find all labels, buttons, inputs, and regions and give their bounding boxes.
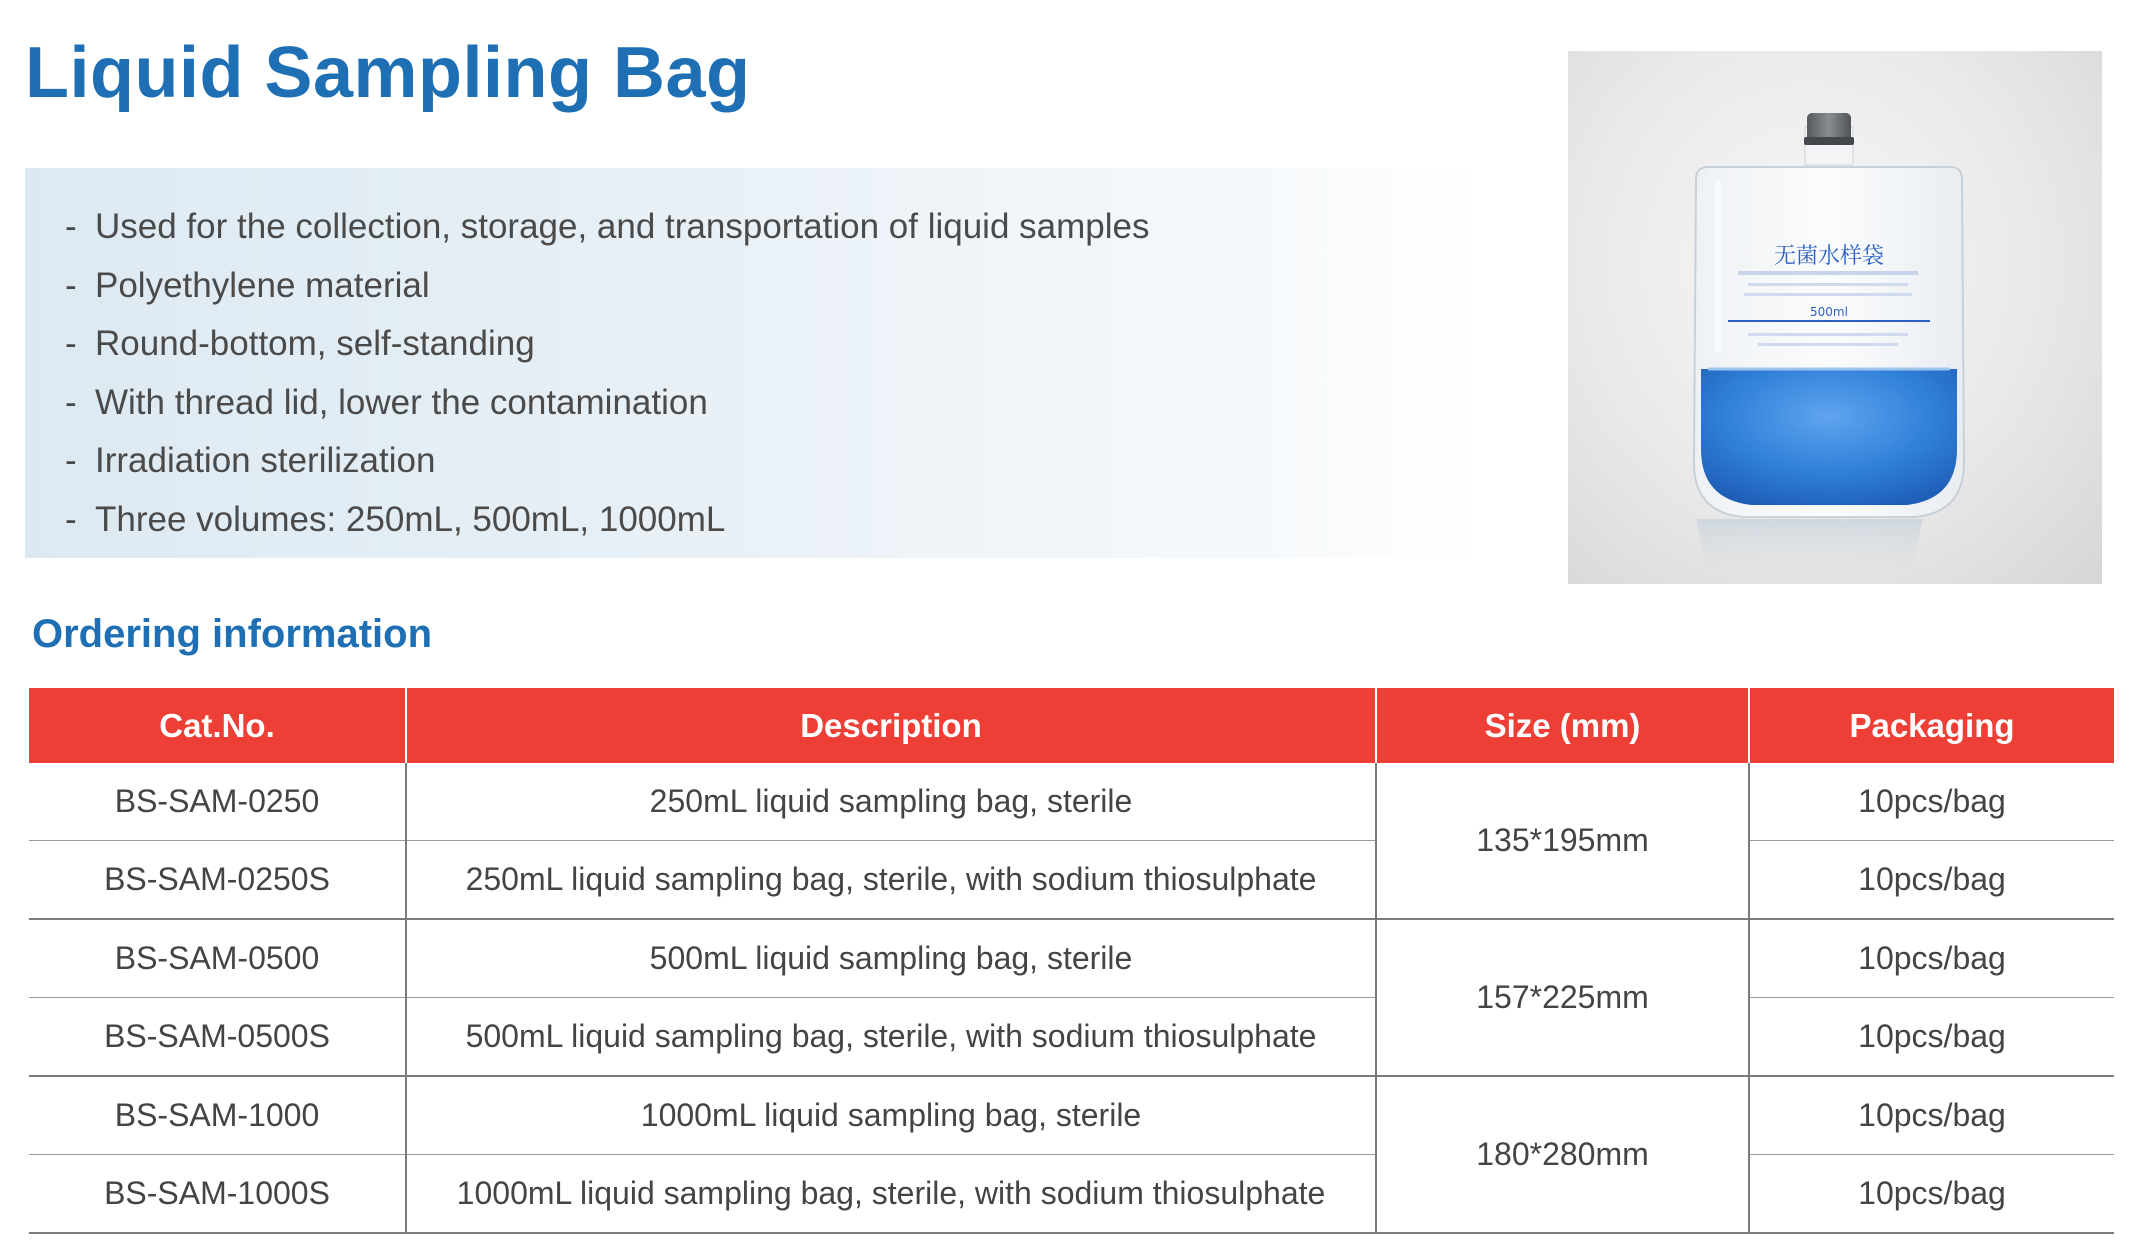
description-cell: 500mL liquid sampling bag, sterile xyxy=(406,919,1376,998)
size-cell: 180*280mm xyxy=(1376,1076,1749,1233)
feature-item xyxy=(65,374,1480,433)
bullet-dash: - xyxy=(65,441,77,481)
cat-no-cell: BS-SAM-0250 xyxy=(29,763,406,841)
table-header-row xyxy=(29,688,2114,763)
packaging-cell: 10pcs/bag xyxy=(1749,1076,2114,1155)
ordering-title: Ordering information xyxy=(32,612,432,656)
description-cell: 1000mL liquid sampling bag, sterile xyxy=(406,1076,1376,1155)
feature-text: Used for the collection, storage, and transportation of liquid samples xyxy=(95,207,1150,246)
description-cell: 1000mL liquid sampling bag, sterile, with sodium thiosulphate xyxy=(406,1155,1376,1234)
header-packaging: Packaging xyxy=(1749,688,2114,763)
feature-item xyxy=(65,315,1480,374)
description-cell: 250mL liquid sampling bag, sterile, with sodium thiosulphate xyxy=(406,841,1376,920)
packaging-cell: 10pcs/bag xyxy=(1749,763,2114,841)
sampling-bag-illustration xyxy=(1568,51,2102,584)
size-cell: 135*195mm xyxy=(1376,763,1749,919)
bag-liquid xyxy=(1701,369,1957,505)
header-cat-no: Cat.No. xyxy=(29,688,406,763)
table-row xyxy=(29,919,2114,998)
cat-no-cell: BS-SAM-1000S xyxy=(29,1155,406,1234)
header-description: Description xyxy=(406,688,1376,763)
table-row xyxy=(29,1076,2114,1155)
bag-print-title: 无菌水样袋 xyxy=(1773,244,1885,269)
feature-item xyxy=(65,491,1480,550)
bullet-dash: - xyxy=(65,499,77,539)
packaging-cell: 10pcs/bag xyxy=(1749,919,2114,998)
packaging-cell: 10pcs/bag xyxy=(1749,998,2114,1077)
cat-no-cell: BS-SAM-1000 xyxy=(29,1076,406,1155)
description-cell: 250mL liquid sampling bag, sterile xyxy=(406,763,1376,841)
bullet-dash: - xyxy=(65,207,77,246)
bag-reflection xyxy=(1696,519,1923,584)
cat-no-cell: BS-SAM-0250S xyxy=(29,841,406,920)
volume-mark: 500ml xyxy=(1810,305,1848,319)
feature-item xyxy=(65,257,1480,316)
table-row xyxy=(29,1155,2114,1234)
feature-item xyxy=(65,432,1480,491)
feature-text: Three volumes: 250mL, 500mL, 1000mL xyxy=(95,499,726,539)
table-row xyxy=(29,763,2114,841)
features-panel xyxy=(25,168,1480,558)
bullet-dash: - xyxy=(65,382,77,422)
feature-text: With thread lid, lower the contamination xyxy=(95,382,708,422)
feature-text: Polyethylene material xyxy=(95,265,430,305)
bullet-dash: - xyxy=(65,265,77,305)
table-row xyxy=(29,841,2114,920)
packaging-cell: 10pcs/bag xyxy=(1749,1155,2114,1234)
features-list xyxy=(65,198,1480,550)
feature-text: Irradiation sterilization xyxy=(95,441,436,481)
product-image xyxy=(1568,51,2102,584)
cat-no-cell: BS-SAM-0500S xyxy=(29,998,406,1077)
ordering-table xyxy=(29,688,2114,1234)
page-title: Liquid Sampling Bag xyxy=(25,33,751,113)
header-size: Size (mm) xyxy=(1376,688,1749,763)
cat-no-cell: BS-SAM-0500 xyxy=(29,919,406,998)
description-cell: 500mL liquid sampling bag, sterile, with sodium thiosulphate xyxy=(406,998,1376,1077)
table-row xyxy=(29,998,2114,1077)
size-cell: 157*225mm xyxy=(1376,919,1749,1076)
feature-text: Round-bottom, self-standing xyxy=(95,324,535,364)
feature-item xyxy=(65,198,1480,257)
packaging-cell: 10pcs/bag xyxy=(1749,841,2114,920)
bullet-dash: - xyxy=(65,324,77,364)
